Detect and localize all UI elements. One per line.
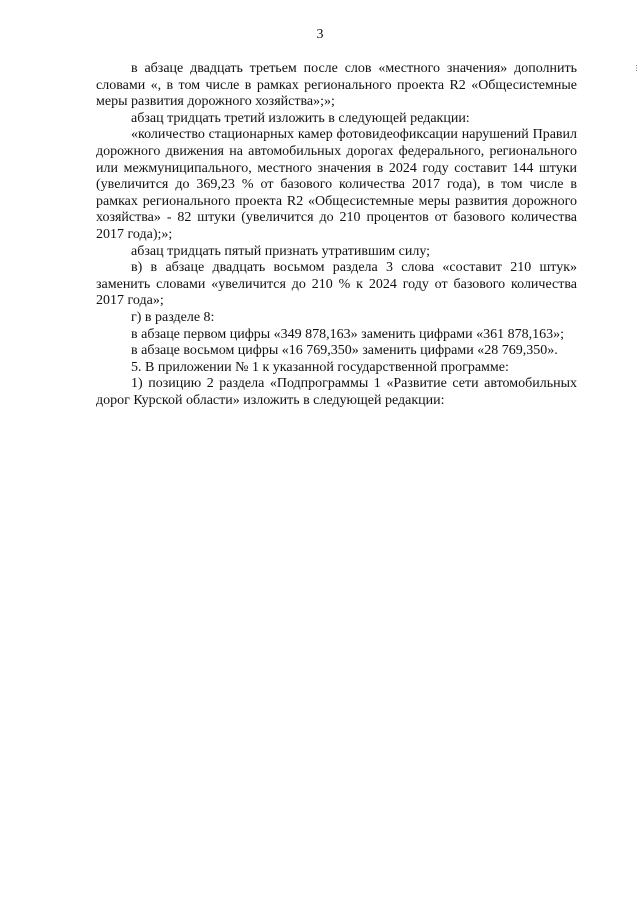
page-number: 3 xyxy=(316,27,324,42)
document-body xyxy=(96,61,577,409)
paragraph-new-text-cameras: «количество стационарных камер фотовидеофиксации нарушений Правил дорожного движения на автомобильных дорогах федерального, регионального или межмуниципального, местного значения в 2024 году составит 144 штуки (увеличится до 369,23 % от базового количества 2017 года), в том числе в рамках регионального проекта R2 «Общесистемные меры развития дорожного хозяйства» - 82 штуки (увеличится до 210 процентов от базового количества 2017 года);»; xyxy=(96,127,577,242)
paragraph-amend-paragraph-23: в абзаце двадцать третьем после слов «местного значения» дополнить словами «, в том числе в рамках регионального проекта R2 «Общесистемные меры развития дорожного хозяйства»;»; xyxy=(96,61,577,110)
paragraph-repeal-paragraph-35: абзац тридцать пятый признать утратившим силу; xyxy=(131,243,431,259)
paragraph-section-8-first: в абзаце первом цифры «349 878,163» заменить цифрами «361 878,163»; xyxy=(131,326,564,342)
margin-mark: ... xyxy=(630,64,639,72)
paragraph-item-g: г) в разделе 8: xyxy=(131,309,215,325)
paragraph-position-2: 1) позицию 2 раздела «Подпрограммы 1 «Развитие сети автомобильных дорог Курской области» изложить в следующей редакции: xyxy=(96,376,577,408)
paragraph-appendix-1: 5. В приложении № 1 к указанной государственной программе: xyxy=(131,359,509,375)
paragraph-amend-paragraph-33-intro: абзац тридцать третий изложить в следующей редакции: xyxy=(131,110,470,126)
paragraph-item-v: в) в абзаце двадцать восьмом раздела 3 слова «составит 210 штук» заменить словами «увеличится до 210 % к 2024 году от базового количества 2017 года»; xyxy=(96,260,577,309)
paragraph-section-8-eighth: в абзаце восьмом цифры «16 769,350» заменить цифрами «28 769,350». xyxy=(131,343,558,359)
